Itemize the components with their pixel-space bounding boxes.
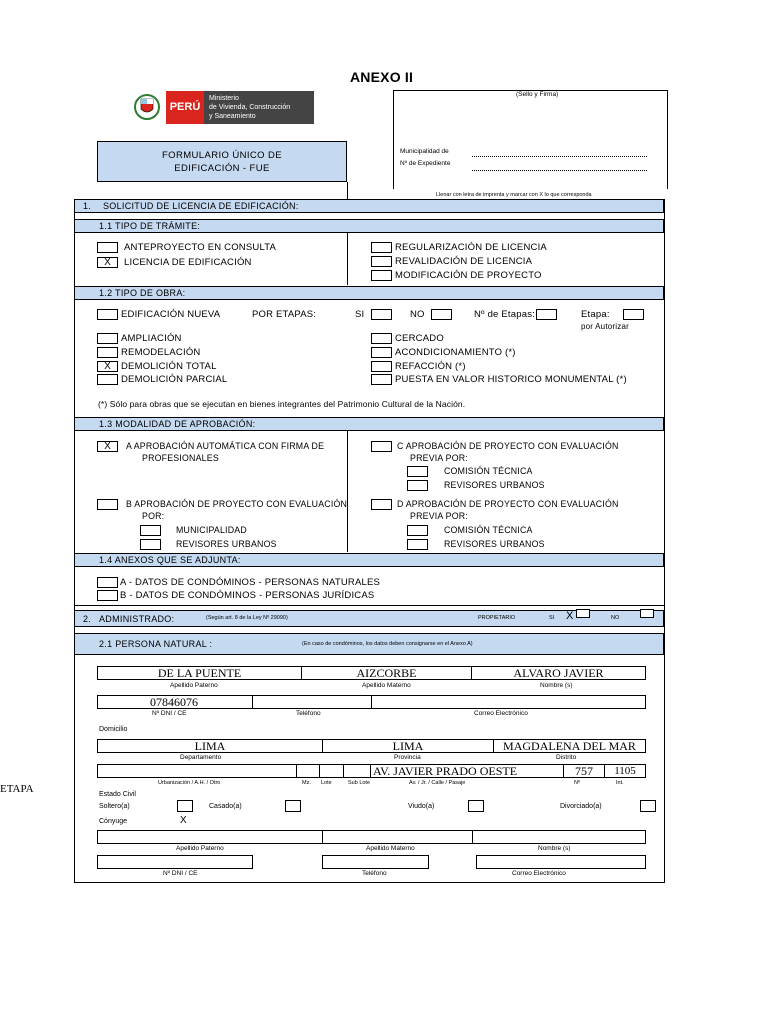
logo-peru-label: PERÚ (166, 91, 204, 124)
label-sublote: Sub Lote (348, 780, 371, 786)
checkbox-propietario-no[interactable] (640, 609, 654, 618)
tipo-tramite-header: 1.1 TIPO DE TRÁMITE: (74, 219, 664, 233)
label-via: Av. / Jr. / Calle / Pasaje (409, 780, 466, 786)
label-remodelacion: REMODELACIÓN (121, 347, 201, 358)
field-conyuge-ap-materno[interactable] (322, 830, 473, 844)
label-conyuge-ap-paterno: Apellido Paterno (176, 845, 224, 852)
checkbox-cercado[interactable] (371, 333, 392, 344)
label-urbanizacion: Urbanización / A.H. / Otro (158, 780, 221, 786)
seal-box (393, 90, 668, 189)
label-distrito: Distrito (556, 754, 577, 761)
checkbox-etapas-si[interactable] (371, 309, 392, 320)
label-propietario: PROPIETARIO (478, 615, 516, 621)
field-urbanizacion[interactable] (97, 764, 297, 778)
label-mz: Mz. (302, 780, 311, 786)
label-provincia: Provincia (394, 754, 421, 761)
label-nombres: Nombre (s) (540, 682, 573, 689)
checkbox-divorciado[interactable] (640, 800, 656, 812)
checkbox-anexo-b[interactable] (97, 590, 118, 601)
propietario-si-mark[interactable]: X (566, 610, 574, 622)
checkbox-demolicion-total[interactable]: X (97, 361, 118, 372)
field-provincia[interactable]: LIMA (322, 739, 494, 753)
section-2-header: 2. ADMINISTRADO: (74, 610, 664, 627)
checkbox-modalidad-d[interactable] (371, 499, 392, 510)
label-casado: Casado(a) (209, 803, 242, 810)
field-apellido-paterno[interactable]: DE LA PUENTE (97, 666, 302, 680)
checkbox-anexo-a[interactable] (97, 577, 118, 588)
field-apellido-materno[interactable]: AIZCORBE (301, 666, 472, 680)
municipalidad-label: Municipalidad de (400, 148, 449, 155)
label-modalidad-d-2: PREVIA POR: (410, 511, 468, 521)
label-soltero: Soltero(a) (99, 803, 130, 810)
label-conyuge-ap-materno: Apellido Materno (366, 845, 415, 852)
label-modalidad-a: A APROBACIÓN AUTOMÁTICA CON FIRMA DE (126, 441, 325, 451)
checkbox-d-comision[interactable] (407, 525, 428, 536)
checkbox-soltero[interactable] (177, 800, 193, 812)
label-si: SI (355, 309, 365, 320)
label-d-comision: COMISIÓN TÉCNICA (444, 525, 533, 535)
label-modalidad-b-2: POR: (142, 511, 165, 521)
label-c-comision: COMISIÓN TÉCNICA (444, 466, 533, 476)
field-conyuge-nombres[interactable] (472, 830, 646, 844)
field-conyuge-correo[interactable] (476, 855, 646, 869)
ministry-logo (132, 91, 314, 124)
tipo-obra-header: 1.2 TIPO DE OBRA: (74, 286, 664, 300)
label-demolicion-parcial: DEMOLICIÓN PARCIAL (121, 374, 228, 385)
checkbox-edificacion-nueva[interactable] (97, 309, 118, 320)
label-ampliacion: AMPLIACIÓN (121, 333, 182, 344)
checkbox-d-revisores[interactable] (407, 539, 428, 550)
field-nombres[interactable]: ALVARO JAVIER (471, 666, 646, 680)
field-sublote[interactable] (343, 764, 371, 778)
checkbox-ampliacion[interactable] (97, 333, 118, 344)
checkbox-b-municipalidad[interactable] (140, 525, 161, 536)
field-departamento[interactable]: LIMA (97, 739, 323, 753)
patrimonio-note: (*) Sólo para obras que se ejecutan en bienes integrantes del Patrimonio Cultural de la Nación. (98, 399, 466, 409)
label-refaccion: REFACCIÓN (*) (395, 361, 466, 372)
field-lote[interactable] (319, 764, 344, 778)
checkbox-anteproyecto[interactable] (97, 242, 118, 253)
section-1-title: SOLICITUD DE LICENCIA DE EDIFICACIÓN: (103, 201, 299, 211)
label-modalidad-c-2: PREVIA POR: (410, 453, 468, 463)
label-modificacion: MODIFICACIÓN DE PROYECTO (395, 270, 542, 281)
label-c-revisores: REVISORES URBANOS (444, 480, 545, 490)
modalidad-header: 1.3 MODALIDAD DE APROBACIÓN: (74, 417, 664, 431)
label-viudo: Viudo(a) (408, 803, 435, 810)
label-revalidacion: REVALIDACIÓN DE LICENCIA (395, 256, 533, 267)
page-title: ANEXO II (350, 69, 414, 85)
expediente-label: Nº de Expediente (400, 160, 451, 167)
checkbox-modalidad-a[interactable]: X (97, 441, 118, 452)
label-modalidad-b: B APROBACIÓN DE PROYECTO CON EVALUACIÓN (126, 499, 348, 509)
label-cercado: CERCADO (395, 333, 444, 344)
ley-note: (Según art. 8 de la Ley Nº 29090) (206, 615, 288, 621)
field-conyuge-dni[interactable] (97, 855, 253, 869)
label-edificacion-nueva: EDIFICACIÓN NUEVA (121, 309, 221, 320)
side-text-etapa: ETAPA (0, 783, 34, 795)
label-modalidad-c: C APROBACIÓN DE PROYECTO CON EVALUACIÓN (397, 441, 619, 451)
checkbox-modificacion[interactable] (371, 270, 392, 281)
checkbox-demolicion-parcial[interactable] (97, 374, 118, 385)
label-num-etapas: Nº de Etapas: (474, 309, 535, 320)
label-estado-civil: Estado Civil (99, 791, 136, 798)
label-demolicion-total: DEMOLICIÓN TOTAL (121, 361, 217, 372)
instruction-text: Llenar con letra de imprenta y marcar con X lo que corresponda (436, 192, 592, 198)
checkbox-propietario-si[interactable] (576, 609, 590, 618)
form-title-box (97, 141, 347, 182)
label-anexo-b: B - DATOS DE CONDÓMINOS - PERSONAS JURÍDICAS (120, 590, 375, 601)
conyuge-mark[interactable]: X (180, 815, 187, 826)
expediente-line[interactable] (472, 170, 647, 171)
checkbox-puesta-en-valor[interactable] (371, 374, 392, 385)
label-conyuge-correo: Correo Electrónico (512, 870, 566, 877)
persona-natural-header: 2.1 PERSONA NATURAL : (74, 633, 664, 655)
label-licencia-edificacion: LICENCIA DE EDIFICACIÓN (124, 257, 252, 268)
label-correo: Correo Electrónico (474, 710, 528, 717)
checkbox-licencia-edificacion[interactable]: X (97, 257, 118, 268)
label-numero: Nº (574, 780, 580, 786)
label-apellido-materno: Apellido Materno (362, 682, 411, 689)
form-title-line-2: EDIFICACIÓN - FUE (174, 163, 270, 174)
label-b-revisores: REVISORES URBANOS (176, 539, 277, 549)
label-modalidad-a-2: PROFESIONALES (142, 453, 219, 463)
logo-line-2: de Vivienda, Construcción (209, 104, 291, 111)
label-conyuge-nombres: Nombre (s) (538, 845, 571, 852)
section-1-header: 1. SOLICITUD DE LICENCIA DE EDIFICACIÓN: (74, 199, 664, 213)
input-etapa[interactable] (623, 309, 644, 320)
checkbox-b-revisores[interactable] (140, 539, 161, 550)
label-no: NO (410, 309, 425, 320)
checkbox-casado[interactable] (285, 800, 301, 812)
label-departamento: Departamento (180, 754, 222, 761)
anexos-header: 1.4 ANEXOS QUE SE ADJUNTA: (74, 553, 664, 567)
field-dni[interactable]: 07846076 (97, 695, 253, 709)
field-numero[interactable]: 757 (563, 764, 605, 778)
label-anteproyecto: ANTEPROYECTO EN CONSULTA (124, 242, 277, 253)
checkbox-revalidacion[interactable] (371, 256, 392, 267)
label-por-etapas: POR ETAPAS: (252, 309, 317, 320)
checkbox-modalidad-c[interactable] (371, 441, 392, 452)
label-modalidad-d: D APROBACIÓN DE PROYECTO CON EVALUACIÓN (397, 499, 619, 509)
field-mz[interactable] (296, 764, 320, 778)
checkbox-viudo[interactable] (468, 800, 484, 812)
label-d-revisores: REVISORES URBANOS (444, 539, 545, 549)
seal-label: (Sello y Firma) (516, 91, 559, 98)
persona-natural-note: (En caso de condóminos, los datos deben consignarse en el Anexo A) (302, 641, 473, 647)
checkbox-modalidad-b[interactable] (97, 499, 118, 510)
label-divorciado: Divorciado(a) (560, 803, 602, 810)
checkbox-acondicionamiento[interactable] (371, 347, 392, 358)
label-propietario-no: NO (611, 615, 620, 621)
input-num-etapas[interactable] (536, 309, 557, 320)
label-etapa: Etapa: (581, 309, 610, 320)
label-interior: Int. (616, 780, 624, 786)
label-por-autorizar: por Autorizar (581, 322, 629, 331)
label-b-municipalidad: MUNICIPALIDAD (176, 525, 247, 535)
field-interior[interactable]: 1105 (604, 764, 646, 778)
field-telefono[interactable] (252, 695, 372, 709)
label-anexo-a: A - DATOS DE CONDÓMINOS - PERSONAS NATURALES (120, 577, 381, 588)
label-dni: Nº DNI / CE (152, 710, 187, 717)
field-conyuge-ap-paterno[interactable] (97, 830, 323, 844)
label-conyuge-dni: Nº DNI / CE (163, 870, 198, 877)
checkbox-etapas-no[interactable] (431, 309, 452, 320)
logo-line-1: Ministerio (209, 95, 239, 102)
label-domicilio: Domicilio (99, 726, 128, 733)
label-propietario-si: SI (549, 615, 555, 621)
field-correo[interactable] (371, 695, 646, 709)
checkbox-refaccion[interactable] (371, 361, 392, 372)
peru-shield-icon (132, 91, 162, 124)
label-conyuge-telefono: Teléfono (362, 870, 387, 877)
checkbox-c-revisores[interactable] (407, 480, 428, 491)
logo-line-3: y Saneamiento (209, 113, 256, 120)
label-telefono: Teléfono (296, 710, 321, 717)
label-conyuge: Cónyuge (99, 818, 128, 825)
checkbox-remodelacion[interactable] (97, 347, 118, 358)
municipalidad-line[interactable] (472, 156, 647, 157)
field-via[interactable]: AV. JAVIER PRADO OESTE (370, 764, 564, 778)
label-regularizacion: REGULARIZACIÓN DE LICENCIA (395, 242, 547, 253)
field-conyuge-telefono[interactable] (322, 855, 429, 869)
label-apellido-paterno: Apellido Paterno (170, 682, 218, 689)
label-acondicionamiento: ACONDICIONAMIENTO (*) (395, 347, 516, 358)
field-distrito[interactable]: MAGDALENA DEL MAR (493, 739, 646, 753)
label-puesta-en-valor: PUESTA EN VALOR HISTORICO MONUMENTAL (*) (395, 374, 627, 385)
section-2-title: ADMINISTRADO: (99, 614, 175, 624)
checkbox-regularizacion[interactable] (371, 242, 392, 253)
label-lote: Lote (321, 780, 332, 786)
checkbox-c-comision[interactable] (407, 466, 428, 477)
form-title-line-1: FORMULARIO ÚNICO DE (161, 150, 283, 161)
